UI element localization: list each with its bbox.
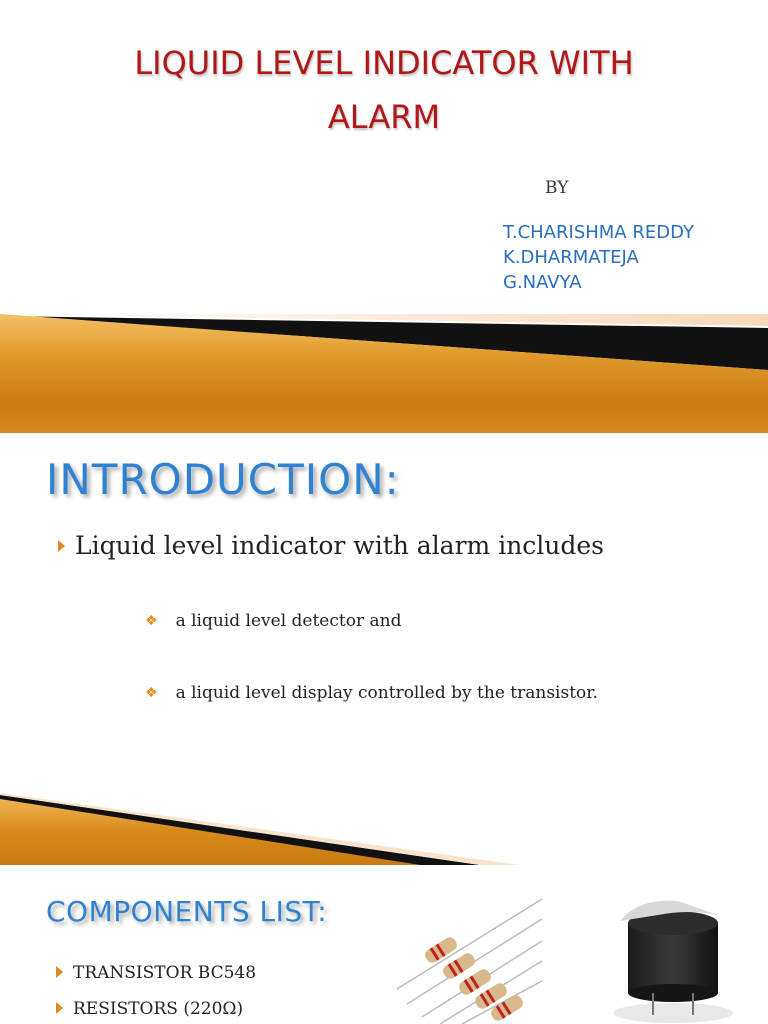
buzzer-image xyxy=(608,893,738,1024)
author-list xyxy=(503,220,694,295)
author-name: K.DHARMATEJA xyxy=(503,247,639,268)
component-text: TRANSISTOR BC548 xyxy=(73,963,257,983)
title-slide xyxy=(0,0,768,433)
section-title: COMPONENTS LIST: xyxy=(46,895,328,928)
component-text: RESISTORS (220Ω) xyxy=(73,999,244,1019)
author-name: G.NAVYA xyxy=(503,272,582,293)
sub-bullet-text: a liquid level display controlled by the transistor. xyxy=(175,683,598,703)
slide-title xyxy=(0,36,748,144)
triangle-bullet-icon xyxy=(56,966,63,978)
component-item xyxy=(56,999,243,1019)
components-slide xyxy=(0,865,768,1024)
triangle-bullet-icon xyxy=(56,1002,63,1014)
bullet-item xyxy=(58,531,604,560)
sub-bullet-item xyxy=(145,683,598,703)
by-label: BY xyxy=(545,178,569,198)
bullet-text: Liquid level indicator with alarm includes xyxy=(75,531,605,560)
introduction-slide xyxy=(0,433,768,865)
decorative-orange-band xyxy=(0,310,768,433)
triangle-bullet-icon xyxy=(58,540,65,552)
section-title: INTRODUCTION: xyxy=(46,455,400,504)
title-line-1: LIQUID LEVEL INDICATOR WITH xyxy=(134,44,634,82)
sub-bullet-text: a liquid level detector and xyxy=(175,611,402,631)
sub-bullet-item xyxy=(145,611,401,631)
author-name: T.CHARISHMA REDDY xyxy=(503,222,694,243)
diamond-bullet-icon: ❖ xyxy=(145,685,158,701)
diamond-bullet-icon: ❖ xyxy=(145,613,158,629)
decorative-orange-corner xyxy=(0,793,768,865)
title-line-2: ALARM xyxy=(327,98,441,136)
component-item xyxy=(56,963,256,983)
resistors-image xyxy=(392,889,548,1024)
